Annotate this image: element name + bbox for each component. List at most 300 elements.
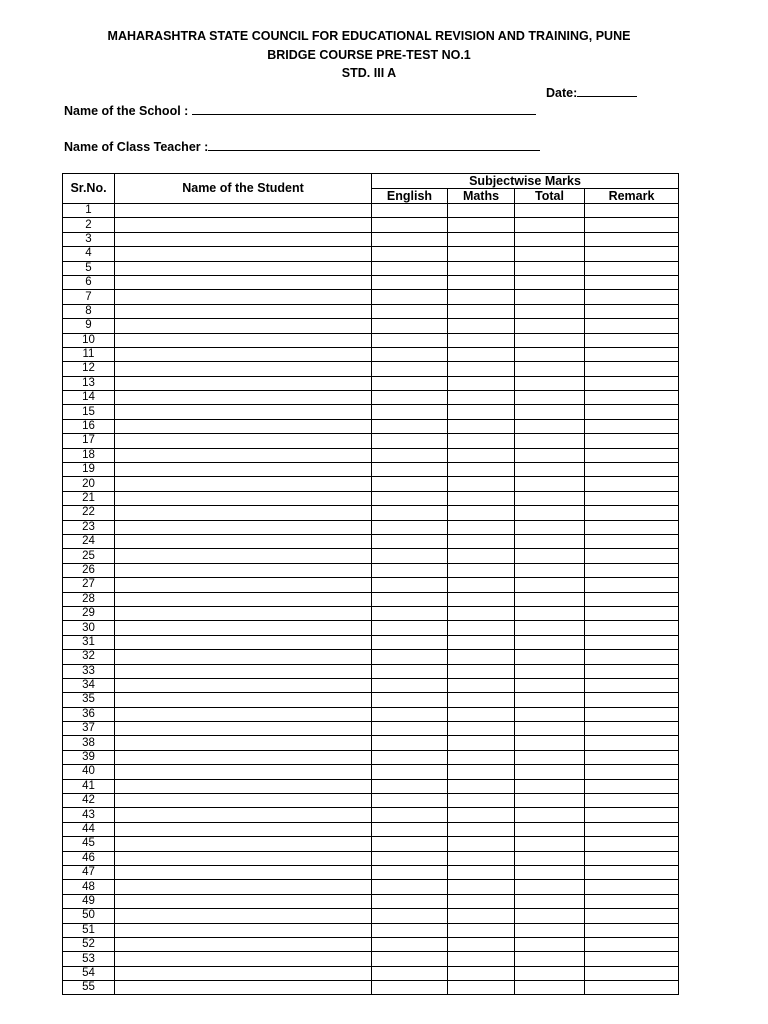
total-cell[interactable]: [515, 506, 585, 520]
total-cell[interactable]: [515, 678, 585, 692]
english-cell[interactable]: [372, 894, 448, 908]
total-cell[interactable]: [515, 520, 585, 534]
english-cell[interactable]: [372, 506, 448, 520]
student-name-cell[interactable]: [115, 966, 372, 980]
student-name-cell[interactable]: [115, 434, 372, 448]
maths-cell[interactable]: [448, 650, 515, 664]
remark-cell[interactable]: [585, 923, 679, 937]
total-cell[interactable]: [515, 563, 585, 577]
student-name-cell[interactable]: [115, 261, 372, 275]
maths-cell[interactable]: [448, 405, 515, 419]
sr-no-cell: 14: [63, 391, 115, 405]
student-name-cell[interactable]: [115, 851, 372, 865]
table-row: [63, 434, 679, 448]
student-name-cell[interactable]: [115, 880, 372, 894]
english-cell[interactable]: [372, 592, 448, 606]
student-name-cell[interactable]: [115, 405, 372, 419]
remark-cell[interactable]: [585, 391, 679, 405]
english-cell[interactable]: [372, 218, 448, 232]
english-cell[interactable]: [372, 650, 448, 664]
total-cell[interactable]: [515, 218, 585, 232]
student-name-cell[interactable]: [115, 865, 372, 879]
english-cell[interactable]: [372, 477, 448, 491]
maths-cell[interactable]: [448, 851, 515, 865]
total-cell[interactable]: [515, 837, 585, 851]
remark-cell[interactable]: [585, 808, 679, 822]
student-name-cell[interactable]: [115, 333, 372, 347]
english-cell[interactable]: [372, 549, 448, 563]
maths-cell[interactable]: [448, 247, 515, 261]
total-cell[interactable]: [515, 880, 585, 894]
total-cell[interactable]: [515, 664, 585, 678]
remark-cell[interactable]: [585, 635, 679, 649]
maths-cell[interactable]: [448, 952, 515, 966]
english-cell[interactable]: [372, 520, 448, 534]
student-name-cell[interactable]: [115, 937, 372, 951]
total-cell[interactable]: [515, 463, 585, 477]
english-cell[interactable]: [372, 232, 448, 246]
remark-cell[interactable]: [585, 722, 679, 736]
total-cell[interactable]: [515, 952, 585, 966]
remark-cell[interactable]: [585, 362, 679, 376]
english-cell[interactable]: [372, 347, 448, 361]
remark-cell[interactable]: [585, 952, 679, 966]
remark-cell[interactable]: [585, 261, 679, 275]
english-cell[interactable]: [372, 391, 448, 405]
sr-no-cell: 4: [63, 247, 115, 261]
student-name-cell[interactable]: [115, 794, 372, 808]
total-cell[interactable]: [515, 549, 585, 563]
total-cell[interactable]: [515, 247, 585, 261]
remark-cell[interactable]: [585, 549, 679, 563]
maths-cell[interactable]: [448, 347, 515, 361]
maths-cell[interactable]: [448, 693, 515, 707]
english-cell[interactable]: [372, 405, 448, 419]
student-name-cell[interactable]: [115, 362, 372, 376]
total-cell[interactable]: [515, 937, 585, 951]
student-name-cell[interactable]: [115, 952, 372, 966]
student-name-cell[interactable]: [115, 765, 372, 779]
total-cell[interactable]: [515, 204, 585, 218]
maths-cell[interactable]: [448, 290, 515, 304]
english-cell[interactable]: [372, 837, 448, 851]
english-cell[interactable]: [372, 937, 448, 951]
student-name-cell[interactable]: [115, 664, 372, 678]
student-name-cell[interactable]: [115, 491, 372, 505]
student-name-header: Name of the Student: [115, 174, 372, 204]
remark-cell[interactable]: [585, 434, 679, 448]
total-cell[interactable]: [515, 362, 585, 376]
sr-no-cell: 40: [63, 765, 115, 779]
sr-no-cell: 28: [63, 592, 115, 606]
english-cell[interactable]: [372, 966, 448, 980]
student-rows: [63, 204, 679, 995]
maths-cell[interactable]: [448, 491, 515, 505]
english-cell[interactable]: [372, 765, 448, 779]
remark-cell[interactable]: [585, 491, 679, 505]
english-cell[interactable]: [372, 376, 448, 390]
maths-cell[interactable]: [448, 391, 515, 405]
english-cell[interactable]: [372, 952, 448, 966]
total-cell[interactable]: [515, 909, 585, 923]
english-cell[interactable]: [372, 290, 448, 304]
total-cell[interactable]: [515, 304, 585, 318]
table-row: [63, 319, 679, 333]
student-name-cell[interactable]: [115, 678, 372, 692]
maths-cell[interactable]: [448, 794, 515, 808]
total-cell[interactable]: [515, 865, 585, 879]
total-cell[interactable]: [515, 491, 585, 505]
sr-no-cell: 3: [63, 232, 115, 246]
english-cell[interactable]: [372, 419, 448, 433]
remark-cell[interactable]: [585, 333, 679, 347]
maths-cell[interactable]: [448, 434, 515, 448]
sr-no-cell: 22: [63, 506, 115, 520]
remark-cell[interactable]: [585, 693, 679, 707]
remark-cell[interactable]: [585, 909, 679, 923]
total-cell[interactable]: [515, 779, 585, 793]
student-name-cell[interactable]: [115, 419, 372, 433]
english-cell[interactable]: [372, 981, 448, 995]
english-cell[interactable]: [372, 779, 448, 793]
english-cell[interactable]: [372, 621, 448, 635]
student-name-cell[interactable]: [115, 290, 372, 304]
english-cell[interactable]: [372, 563, 448, 577]
total-cell[interactable]: [515, 966, 585, 980]
remark-cell[interactable]: [585, 880, 679, 894]
english-cell[interactable]: [372, 578, 448, 592]
table-row: [63, 621, 679, 635]
english-cell[interactable]: [372, 434, 448, 448]
total-cell[interactable]: [515, 822, 585, 836]
total-cell[interactable]: [515, 578, 585, 592]
english-cell[interactable]: [372, 463, 448, 477]
maths-cell[interactable]: [448, 894, 515, 908]
maths-cell[interactable]: [448, 448, 515, 462]
table-row: [63, 937, 679, 951]
student-name-cell[interactable]: [115, 592, 372, 606]
remark-cell[interactable]: [585, 592, 679, 606]
total-cell[interactable]: [515, 794, 585, 808]
sr-no-cell: 10: [63, 333, 115, 347]
english-cell[interactable]: [372, 736, 448, 750]
student-name-cell[interactable]: [115, 635, 372, 649]
english-cell[interactable]: [372, 851, 448, 865]
student-name-cell[interactable]: [115, 347, 372, 361]
total-header: Total: [515, 189, 585, 204]
maths-cell[interactable]: [448, 621, 515, 635]
remark-cell[interactable]: [585, 290, 679, 304]
english-cell[interactable]: [372, 880, 448, 894]
sr-no-cell: 47: [63, 865, 115, 879]
english-cell[interactable]: [372, 319, 448, 333]
remark-cell[interactable]: [585, 304, 679, 318]
remark-cell[interactable]: [585, 448, 679, 462]
maths-cell[interactable]: [448, 506, 515, 520]
english-cell[interactable]: [372, 247, 448, 261]
maths-cell[interactable]: [448, 275, 515, 289]
remark-cell[interactable]: [585, 463, 679, 477]
student-name-cell[interactable]: [115, 909, 372, 923]
sr-no-cell: 21: [63, 491, 115, 505]
student-name-cell[interactable]: [115, 463, 372, 477]
remark-cell[interactable]: [585, 204, 679, 218]
class-teacher-blank-line[interactable]: [208, 138, 540, 151]
maths-cell[interactable]: [448, 909, 515, 923]
total-cell[interactable]: [515, 448, 585, 462]
total-cell[interactable]: [515, 275, 585, 289]
student-name-cell[interactable]: [115, 506, 372, 520]
remark-cell[interactable]: [585, 736, 679, 750]
remark-cell[interactable]: [585, 520, 679, 534]
maths-cell[interactable]: [448, 664, 515, 678]
student-name-cell[interactable]: [115, 693, 372, 707]
english-cell[interactable]: [372, 909, 448, 923]
maths-cell[interactable]: [448, 736, 515, 750]
student-name-cell[interactable]: [115, 534, 372, 548]
maths-cell[interactable]: [448, 419, 515, 433]
maths-cell[interactable]: [448, 477, 515, 491]
total-cell[interactable]: [515, 391, 585, 405]
maths-cell[interactable]: [448, 218, 515, 232]
student-name-cell[interactable]: [115, 837, 372, 851]
total-cell[interactable]: [515, 290, 585, 304]
student-name-cell[interactable]: [115, 779, 372, 793]
remark-cell[interactable]: [585, 851, 679, 865]
remark-cell[interactable]: [585, 319, 679, 333]
total-cell[interactable]: [515, 405, 585, 419]
maths-cell[interactable]: [448, 678, 515, 692]
total-cell[interactable]: [515, 333, 585, 347]
remark-cell[interactable]: [585, 650, 679, 664]
student-name-cell[interactable]: [115, 391, 372, 405]
maths-cell[interactable]: [448, 549, 515, 563]
english-cell[interactable]: [372, 865, 448, 879]
total-cell[interactable]: [515, 606, 585, 620]
total-cell[interactable]: [515, 434, 585, 448]
remark-cell[interactable]: [585, 419, 679, 433]
student-name-cell[interactable]: [115, 204, 372, 218]
english-cell[interactable]: [372, 923, 448, 937]
maths-cell[interactable]: [448, 707, 515, 721]
maths-cell[interactable]: [448, 722, 515, 736]
remark-cell[interactable]: [585, 707, 679, 721]
total-cell[interactable]: [515, 592, 585, 606]
table-row: [63, 232, 679, 246]
total-cell[interactable]: [515, 765, 585, 779]
maths-cell[interactable]: [448, 204, 515, 218]
remark-cell[interactable]: [585, 794, 679, 808]
remark-cell[interactable]: [585, 664, 679, 678]
student-name-cell[interactable]: [115, 319, 372, 333]
remark-cell[interactable]: [585, 578, 679, 592]
student-name-cell[interactable]: [115, 232, 372, 246]
english-cell[interactable]: [372, 491, 448, 505]
english-cell[interactable]: [372, 261, 448, 275]
english-cell[interactable]: [372, 794, 448, 808]
maths-cell[interactable]: [448, 750, 515, 764]
total-cell[interactable]: [515, 650, 585, 664]
remark-cell[interactable]: [585, 779, 679, 793]
remark-cell[interactable]: [585, 506, 679, 520]
maths-cell[interactable]: [448, 232, 515, 246]
sr-no-cell: 17: [63, 434, 115, 448]
student-name-cell[interactable]: [115, 218, 372, 232]
remark-cell[interactable]: [585, 894, 679, 908]
remark-cell[interactable]: [585, 678, 679, 692]
maths-cell[interactable]: [448, 376, 515, 390]
student-name-cell[interactable]: [115, 722, 372, 736]
maths-cell[interactable]: [448, 261, 515, 275]
remark-cell[interactable]: [585, 477, 679, 491]
remark-cell[interactable]: [585, 247, 679, 261]
student-name-cell[interactable]: [115, 650, 372, 664]
maths-cell[interactable]: [448, 304, 515, 318]
remark-cell[interactable]: [585, 621, 679, 635]
student-name-cell[interactable]: [115, 606, 372, 620]
english-cell[interactable]: [372, 362, 448, 376]
maths-cell[interactable]: [448, 779, 515, 793]
total-cell[interactable]: [515, 534, 585, 548]
english-cell[interactable]: [372, 664, 448, 678]
maths-cell[interactable]: [448, 333, 515, 347]
student-name-cell[interactable]: [115, 247, 372, 261]
student-name-cell[interactable]: [115, 707, 372, 721]
total-cell[interactable]: [515, 851, 585, 865]
remark-cell[interactable]: [585, 405, 679, 419]
remark-cell[interactable]: [585, 347, 679, 361]
maths-cell[interactable]: [448, 923, 515, 937]
remark-cell[interactable]: [585, 275, 679, 289]
maths-cell[interactable]: [448, 563, 515, 577]
total-cell[interactable]: [515, 736, 585, 750]
english-cell[interactable]: [372, 204, 448, 218]
maths-cell[interactable]: [448, 362, 515, 376]
english-cell[interactable]: [372, 635, 448, 649]
table-row: [63, 635, 679, 649]
total-cell[interactable]: [515, 707, 585, 721]
total-cell[interactable]: [515, 419, 585, 433]
total-cell[interactable]: [515, 319, 585, 333]
table-row: [63, 779, 679, 793]
student-name-cell[interactable]: [115, 981, 372, 995]
remark-cell[interactable]: [585, 981, 679, 995]
english-cell[interactable]: [372, 606, 448, 620]
student-name-cell[interactable]: [115, 520, 372, 534]
english-cell[interactable]: [372, 750, 448, 764]
english-cell[interactable]: [372, 722, 448, 736]
remark-cell[interactable]: [585, 232, 679, 246]
total-cell[interactable]: [515, 261, 585, 275]
english-cell[interactable]: [372, 822, 448, 836]
maths-cell[interactable]: [448, 966, 515, 980]
english-cell[interactable]: [372, 693, 448, 707]
english-cell[interactable]: [372, 448, 448, 462]
remark-cell[interactable]: [585, 218, 679, 232]
total-cell[interactable]: [515, 923, 585, 937]
maths-cell[interactable]: [448, 765, 515, 779]
total-cell[interactable]: [515, 621, 585, 635]
total-cell[interactable]: [515, 232, 585, 246]
english-cell[interactable]: [372, 333, 448, 347]
total-cell[interactable]: [515, 477, 585, 491]
remark-cell[interactable]: [585, 937, 679, 951]
student-name-cell[interactable]: [115, 563, 372, 577]
total-cell[interactable]: [515, 750, 585, 764]
remark-cell[interactable]: [585, 563, 679, 577]
remark-cell[interactable]: [585, 837, 679, 851]
maths-cell[interactable]: [448, 837, 515, 851]
remark-cell[interactable]: [585, 822, 679, 836]
sr-no-cell: 31: [63, 635, 115, 649]
maths-cell[interactable]: [448, 463, 515, 477]
remark-cell[interactable]: [585, 765, 679, 779]
maths-cell[interactable]: [448, 635, 515, 649]
student-name-cell[interactable]: [115, 549, 372, 563]
total-cell[interactable]: [515, 376, 585, 390]
student-name-cell[interactable]: [115, 578, 372, 592]
student-name-cell[interactable]: [115, 304, 372, 318]
maths-cell[interactable]: [448, 981, 515, 995]
total-cell[interactable]: [515, 347, 585, 361]
maths-cell[interactable]: [448, 937, 515, 951]
english-cell[interactable]: [372, 275, 448, 289]
maths-cell[interactable]: [448, 578, 515, 592]
maths-cell[interactable]: [448, 822, 515, 836]
student-name-cell[interactable]: [115, 894, 372, 908]
student-name-cell[interactable]: [115, 477, 372, 491]
remark-cell[interactable]: [585, 534, 679, 548]
english-cell[interactable]: [372, 304, 448, 318]
remark-cell[interactable]: [585, 966, 679, 980]
english-cell[interactable]: [372, 534, 448, 548]
total-cell[interactable]: [515, 808, 585, 822]
maths-cell[interactable]: [448, 520, 515, 534]
student-name-cell[interactable]: [115, 621, 372, 635]
student-name-cell[interactable]: [115, 923, 372, 937]
total-cell[interactable]: [515, 635, 585, 649]
student-name-cell[interactable]: [115, 275, 372, 289]
maths-cell[interactable]: [448, 880, 515, 894]
school-name-blank-line[interactable]: [192, 102, 536, 115]
student-name-cell[interactable]: [115, 376, 372, 390]
maths-cell[interactable]: [448, 808, 515, 822]
remark-cell[interactable]: [585, 865, 679, 879]
remark-cell[interactable]: [585, 376, 679, 390]
student-name-cell[interactable]: [115, 750, 372, 764]
total-cell[interactable]: [515, 894, 585, 908]
student-name-cell[interactable]: [115, 822, 372, 836]
date-blank-line[interactable]: [577, 84, 637, 97]
student-name-cell[interactable]: [115, 448, 372, 462]
maths-cell[interactable]: [448, 319, 515, 333]
maths-cell[interactable]: [448, 592, 515, 606]
english-cell[interactable]: [372, 707, 448, 721]
maths-cell[interactable]: [448, 534, 515, 548]
student-name-cell[interactable]: [115, 808, 372, 822]
remark-cell[interactable]: [585, 606, 679, 620]
english-cell[interactable]: [372, 808, 448, 822]
maths-cell[interactable]: [448, 865, 515, 879]
student-name-cell[interactable]: [115, 736, 372, 750]
remark-cell[interactable]: [585, 750, 679, 764]
english-cell[interactable]: [372, 678, 448, 692]
table-row: [63, 405, 679, 419]
total-cell[interactable]: [515, 981, 585, 995]
maths-cell[interactable]: [448, 606, 515, 620]
total-cell[interactable]: [515, 722, 585, 736]
total-cell[interactable]: [515, 693, 585, 707]
